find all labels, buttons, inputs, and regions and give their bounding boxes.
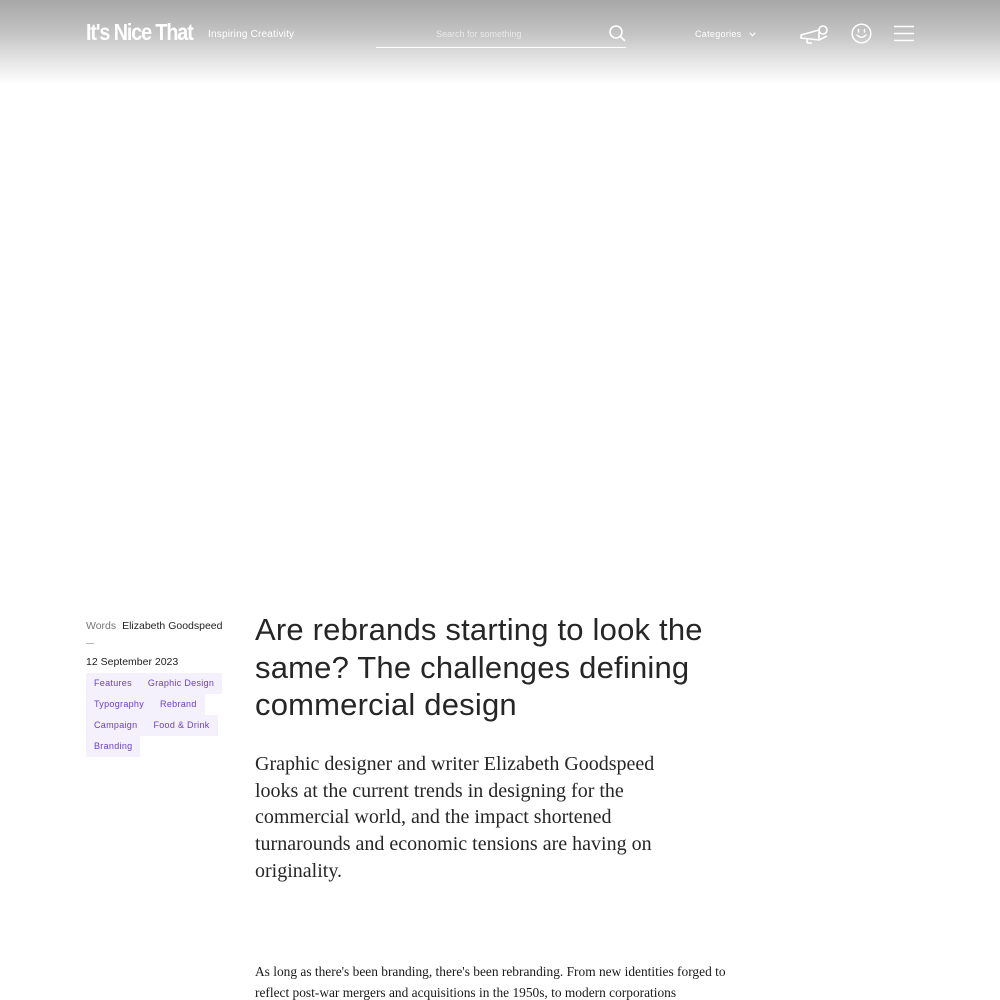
author-link[interactable]: Elizabeth Goodspeed: [122, 620, 223, 632]
tag-rebrand[interactable]: Rebrand: [152, 694, 205, 715]
words-label: Words: [86, 620, 117, 632]
search-bar: [376, 20, 626, 48]
categories-label: Categories: [695, 29, 742, 39]
article-standfirst: Graphic designer and writer Elizabeth Goodspeed looks at the current trends in designing for the commercial world, and the impact shortened turnarounds and economic tensions are having on originality.: [255, 753, 655, 882]
publish-date: 12 September 2023: [86, 656, 179, 668]
site-logo[interactable]: It's Nice That: [86, 19, 193, 45]
tag-features[interactable]: Features: [86, 673, 140, 694]
categories-dropdown[interactable]: [695, 29, 756, 39]
article-body: As long as there's been branding, there's been rebranding. From new identities forged to reflect post-war mergers and acquisitions in the 1950s, to modern corporations: [255, 964, 726, 1000]
meta-divider: [86, 643, 94, 644]
chevron-down-icon: [749, 32, 756, 37]
tag-campaign[interactable]: Campaign: [86, 715, 145, 736]
tag-food-drink[interactable]: Food & Drink: [145, 715, 217, 736]
site-header: [0, 0, 1000, 84]
menu-icon[interactable]: [894, 25, 914, 42]
search-input[interactable]: [436, 26, 606, 42]
tag-graphic-design[interactable]: Graphic Design: [140, 673, 222, 694]
smiley-icon[interactable]: [851, 23, 872, 44]
tag-typography[interactable]: Typography: [86, 694, 152, 715]
byline: [86, 619, 251, 633]
tag-list: [86, 673, 246, 757]
article-title: Are rebrands starting to look the same? The challenges defining commercial design: [255, 612, 703, 722]
search-icon[interactable]: [608, 24, 626, 42]
megaphone-icon[interactable]: [799, 24, 829, 44]
article-meta: [86, 619, 251, 757]
site-tagline: Inspiring Creativity: [208, 29, 295, 40]
tag-branding[interactable]: Branding: [86, 736, 140, 757]
